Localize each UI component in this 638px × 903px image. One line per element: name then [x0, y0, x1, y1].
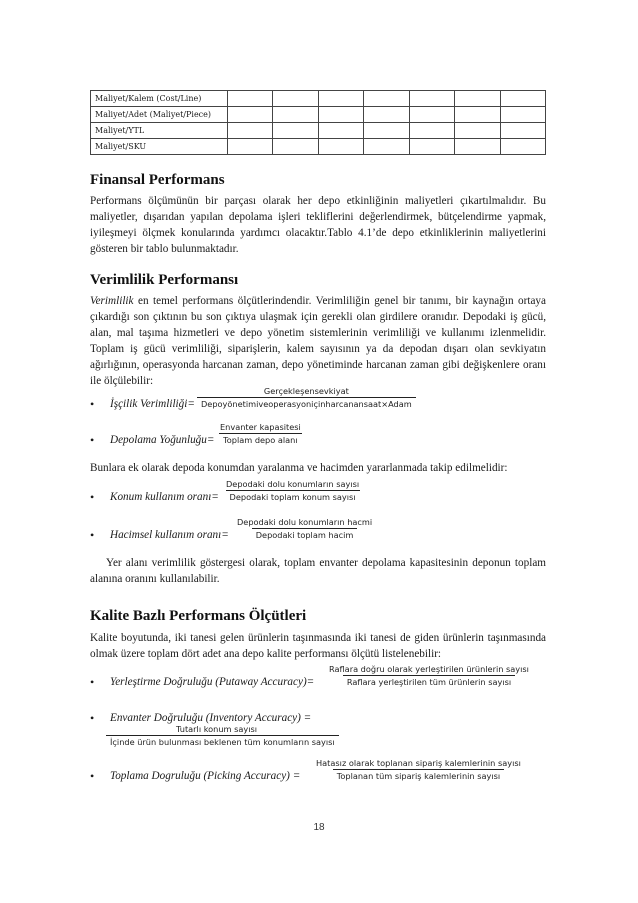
- bullet-icon: •: [90, 528, 95, 542]
- cost-table: [90, 90, 546, 155]
- fraction-denominator: Toplam depo alanı: [219, 433, 302, 445]
- fraction-numerator: Tutarlı konum sayısı: [176, 724, 258, 734]
- bullet-icon: •: [90, 711, 95, 725]
- bullet-icon: •: [90, 769, 95, 783]
- section-heading-verimlilik: Verimlilik Performansı: [90, 272, 239, 288]
- formula-fraction: [216, 422, 305, 445]
- term-verimlilik: Verimlilik: [90, 295, 134, 307]
- bullet-icon: •: [90, 490, 95, 504]
- section-heading-finansal: Finansal Performans: [90, 172, 225, 188]
- table-row-label: Maliyet/Adet (Maliyet/Piece): [91, 107, 228, 123]
- fraction-numerator: Hatasız olarak toplanan sipariş kalemlerinin sayısı: [316, 758, 521, 768]
- fraction-numerator: Envanter kapasitesi: [220, 422, 301, 432]
- formula-label: İşçilik Verimliliği=: [110, 398, 195, 410]
- fraction-denominator: Toplanan tüm sipariş kalemlerinin sayısı: [333, 769, 504, 781]
- formula-label: Toplama Dogruluğu (Picking Accuracy) =: [110, 770, 301, 782]
- paragraph-yer-alani: Yer alanı verimlilik göstergesi olarak, toplam envanter depolama kapasitesinin deponun toplam alanına oranını kullanılabilir.: [90, 557, 546, 585]
- formula-label: Konum kullanım oranı=: [110, 491, 219, 503]
- fraction-denominator: Raflara yerleştirilen tüm ürünlerin sayısı: [343, 675, 515, 687]
- bullet-icon: •: [90, 675, 95, 689]
- paragraph-kalite: Kalite boyutunda, iki tanesi gelen ürünlerin taşınmasında iki tanesi de giden ürünlerin taşınmasında olmak üzere toplam dört adet ana depo kalite performansı ölçütü listelenebilir:: [90, 632, 546, 660]
- formula-label: Yerleştirme Doğruluğu (Putaway Accuracy)=: [110, 676, 315, 688]
- table-row: [91, 107, 546, 123]
- table-row: [91, 91, 546, 107]
- table-row-label: Maliyet/SKU: [91, 139, 228, 155]
- paragraph-verimlilik: [90, 293, 546, 389]
- formula-fraction: [222, 479, 363, 502]
- fraction-denominator: Depoyönetimiveoperasyoniçinharcanansaat×Adam: [197, 397, 416, 409]
- fraction-denominator: İçinde ürün bulunması beklenen tüm konumların sayısı: [106, 735, 339, 747]
- table-row: [91, 123, 546, 139]
- table-row: [91, 139, 546, 155]
- bullet-icon: •: [90, 397, 95, 411]
- formula-label: Depolama Yoğunluğu=: [110, 434, 215, 446]
- formula-fraction: [197, 386, 416, 409]
- fraction-numerator: Raflara doğru olarak yerleştirilen ürünlerin sayısı: [329, 664, 529, 674]
- fraction-numerator: Gerçekleşensevkiyat: [263, 386, 349, 396]
- fraction-denominator: Depodaki toplam konum sayısı: [226, 490, 360, 502]
- fraction-numerator: Depodaki dolu konumların sayısı: [226, 479, 360, 489]
- section-heading-kalite: Kalite Bazlı Performans Ölçütleri: [90, 608, 307, 624]
- formula-label: Envanter Doğruluğu (Inventory Accuracy) =: [110, 712, 312, 724]
- paragraph-konum: Bunlara ek olarak depoda konumdan yaralanma ve hacimden yararlanmada takip edilmelidir:: [90, 462, 508, 474]
- formula-label: Hacimsel kullanım oranı=: [110, 529, 229, 541]
- fraction-numerator: Depodaki dolu konumların hacmi: [237, 517, 373, 527]
- fraction-denominator: Depodaki toplam hacim: [252, 528, 358, 540]
- bullet-icon: •: [90, 433, 95, 447]
- formula-fraction: [312, 758, 525, 781]
- table-row-label: Maliyet/Kalem (Cost/Line): [91, 91, 228, 107]
- paragraph-verimlilik-text: en temel performans ölçütlerindendir. Verimliliğin genel bir tanımı, bir kaynağın ortaya çıkardığı son çıktının bu son çıktıya ulaşmak için gerekli olan girdilere oranıdır. Depodaki iş gücü, alan, mal taşıma hizmetleri ve depo yönetim sistemlerinin verimliliği ve kullanımı izlenmelidir. Toplam iş gücü verimliliği, siparişlerin, kalem sayısının ya da depodan dışarı olan sevkiyatın ağırlığının, operasyonda harcanan zaman, depo yönetiminde harcanan zaman gibi değişkenlere oranı ile ölçülebilir:: [90, 295, 546, 387]
- formula-fraction: [233, 517, 376, 540]
- formula-fraction: [325, 664, 533, 687]
- paragraph-finansal: Performans ölçümünün bir parçası olarak her depo etkinliğinin maliyetleri çıkartılmalıdır. Bu maliyetler, dışarıdan yapılan depolama işleri tekliflerini değerlendirmek, bütçelendirme yapmak, iyileşmeyi ölçmek konularında yardımcı olacaktır.Tablo 4.1’de depo etkinliklerinin maliyetlerini gösteren bir tablo bulunmaktadır.: [90, 195, 546, 255]
- table-row-label: Maliyet/YTL: [91, 123, 228, 139]
- formula-fraction: [106, 724, 339, 747]
- page-number: 18: [313, 822, 325, 833]
